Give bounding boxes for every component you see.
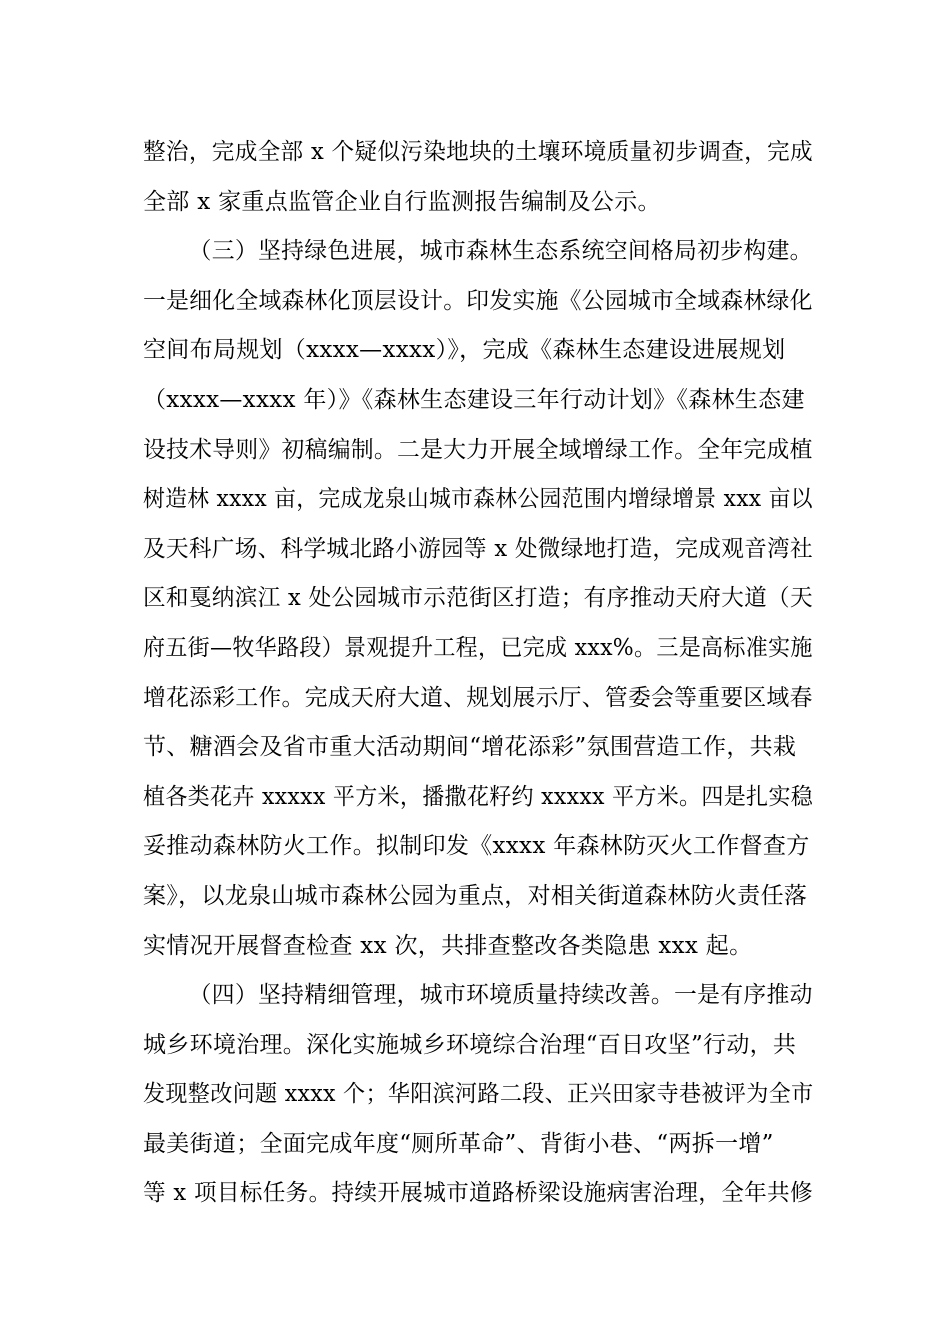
text-line: 增花添彩工作。完成天府大道、规划展示厅、管委会等重要区域春 (143, 684, 813, 711)
text-line: 妥推动森林防火工作。拟制印发《xxxx 年森林防灭火工作督查方 (143, 833, 810, 860)
text-line: （四）坚持精细管理，城市环境质量持续改善。一是有序推动 (188, 982, 813, 1009)
text-line: 空间布局规划（xxxx—xxxx）》，完成《森林生态建设进展规划 (143, 337, 786, 364)
text-line: 区和戛纳滨江 x 处公园城市示范街区打造；有序推动天府大道（天 (143, 585, 813, 612)
text-line: 整治，完成全部 x 个疑似污染地块的土壤环境质量初步调查，完成 (143, 139, 813, 165)
text-line: 等 x 项目标任务。持续开展城市道路桥梁设施病害治理，全年共修 (143, 1180, 813, 1207)
text-line: 一是细化全域森林化顶层设计。印发实施《公园城市全域森林绿化 (143, 287, 813, 314)
text-line: 设技术导则》初稿编制。二是大力开展全域增绿工作。全年完成植 (143, 436, 813, 463)
text-line: （三）坚持绿色进展，城市森林生态系统空间格局初步构建。 (188, 238, 813, 265)
text-line: 植各类花卉 xxxxx 平方米，播撒花籽约 xxxxx 平方米。四是扎实稳 (143, 783, 814, 810)
text-line: 最美街道；全面完成年度“厕所革命”、背街小巷、“两拆一增” (143, 1130, 774, 1157)
text-line: 及天科广场、科学城北路小游园等 x 处微绿地打造，完成观音湾社 (143, 535, 813, 562)
text-line: 树造林 xxxx 亩，完成龙泉山城市森林公园范围内增绿增景 xxx 亩以 (143, 486, 813, 513)
document-body (143, 128, 813, 1219)
text-line: 案》，以龙泉山城市森林公园为重点，对相关街道森林防火责任落 (143, 882, 808, 909)
text-line: 全部 x 家重点监管企业自行监测报告编制及公示。 (143, 188, 661, 215)
text-line: 节、糖酒会及省市重大活动期间“增花添彩”氛围营造工作，共栽 (143, 734, 797, 761)
text-line: 城乡环境治理。深化实施城乡环境综合治理“百日攻坚”行动，共 (143, 1031, 797, 1058)
text-line: 实情况开展督查检查 xx 次，共排查整改各类隐患 xxx 起。 (143, 932, 753, 959)
text-line: 发现整改问题 xxxx 个；华阳滨河路二段、正兴田家寺巷被评为全市 (143, 1081, 814, 1108)
text-line: （xxxx—xxxx 年）》《森林生态建设三年行动计划》《森林生态建 (143, 386, 805, 413)
text-line: 府五街—牧华路段）景观提升工程，已完成 xxx%。三是高标准实施 (143, 634, 813, 661)
